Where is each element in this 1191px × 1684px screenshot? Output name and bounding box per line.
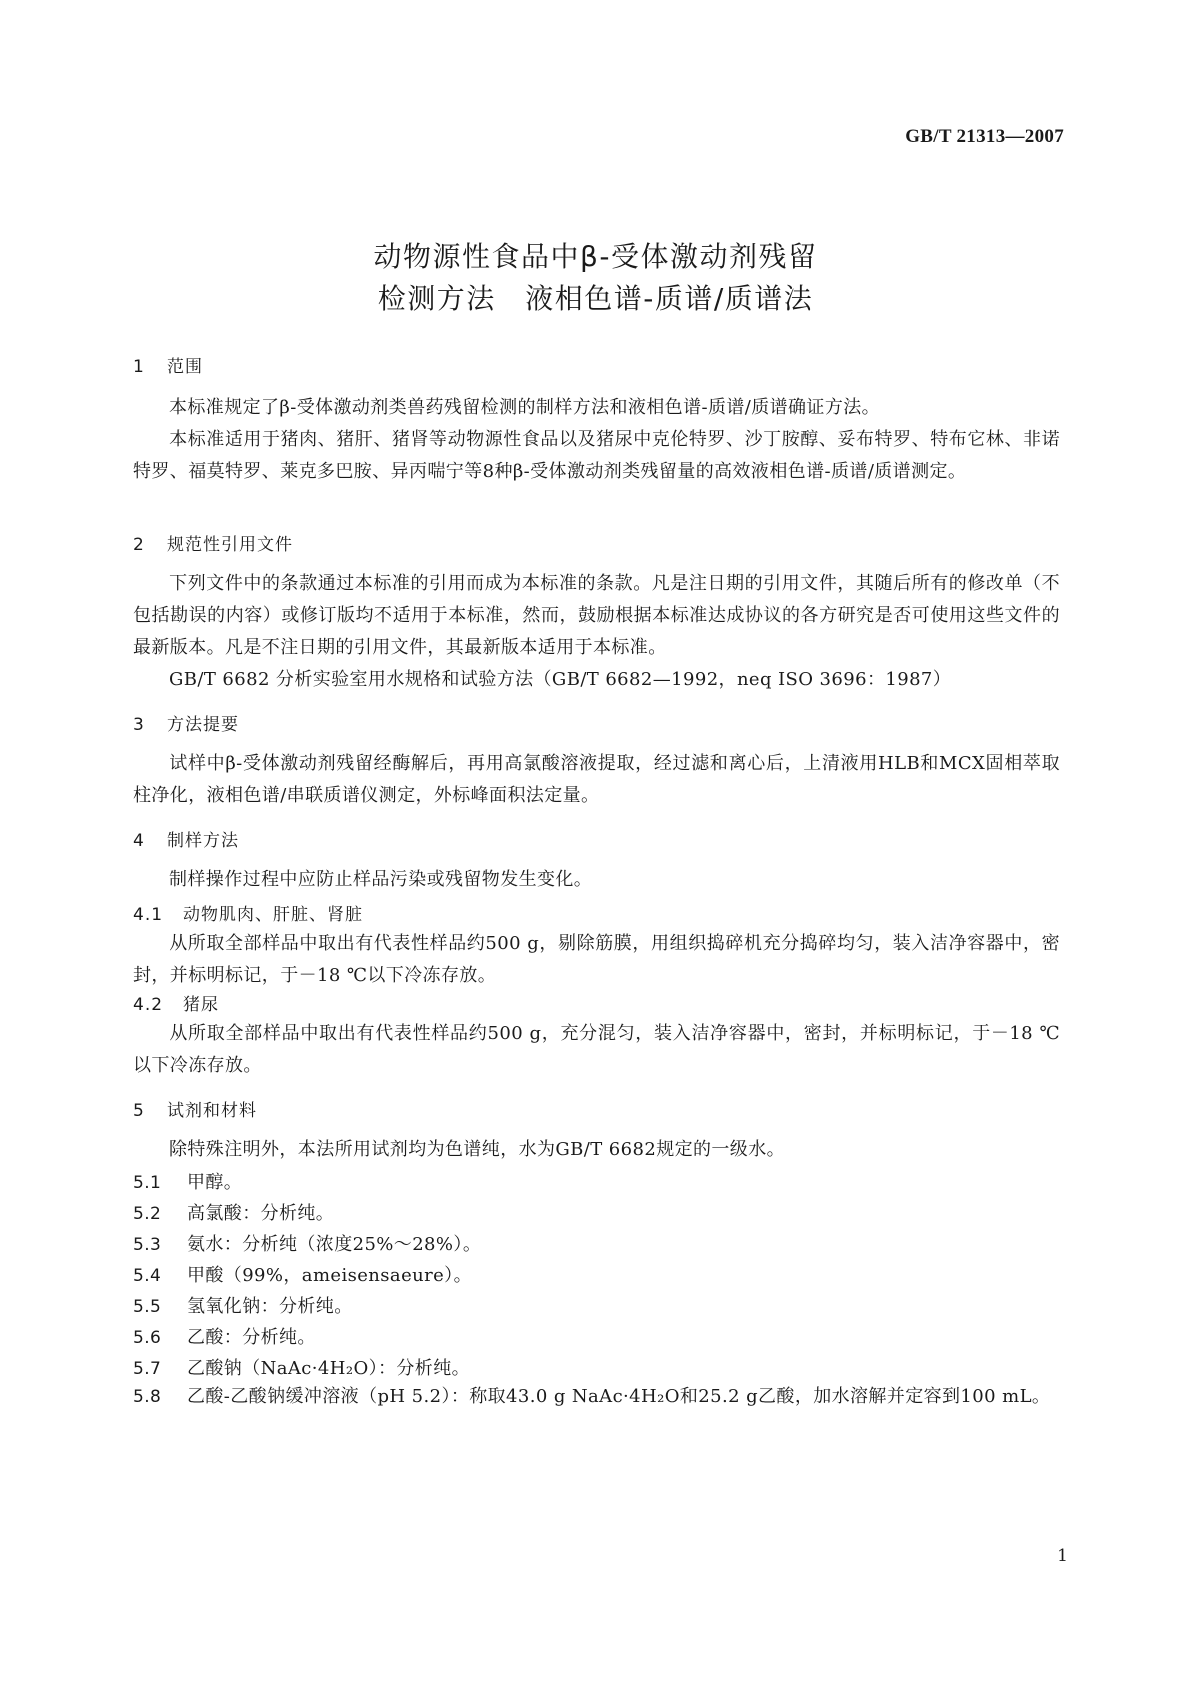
section-1-paragraph-2 xyxy=(133,424,1060,488)
paragraph-text: GB/T 6682 分析实验室用水规格和试验方法（GB/T 6682—1992，neq ISO 3696：1987） xyxy=(169,669,952,690)
section-1-paragraph-1 xyxy=(133,392,1060,424)
reagent-item xyxy=(133,1199,334,1225)
section-3-heading xyxy=(133,710,239,735)
section-number: 4.2 xyxy=(133,995,164,1015)
paragraph-text: 除特殊注明外，本法所用试剂均为色谱纯，水为GB/T 6682规定的一级水。 xyxy=(169,1139,786,1160)
section-number: 5 xyxy=(133,1101,145,1121)
section-title: 试剂和材料 xyxy=(167,1101,257,1121)
section-number: 2 xyxy=(133,535,145,555)
section-title: 方法提要 xyxy=(167,715,239,735)
paragraph-text: 下列文件中的条款通过本标准的引用而成为本标准的条款。凡是注日期的引用文件，其随后所有的修改单（不包括勘误的内容）或修订版均不适用于本标准，然而，鼓励根据本标准达成协议的各方研究是否可使用这些文件的最新版本。凡是不注日期的引用文件，其最新版本适用于本标准。 xyxy=(133,573,1060,658)
item-number: 5.5 xyxy=(133,1297,162,1317)
reagent-item xyxy=(133,1230,481,1256)
item-text: 乙酸：分析纯。 xyxy=(187,1327,316,1348)
item-number: 5.1 xyxy=(133,1173,162,1193)
item-text: 乙酸钠（NaAc·4H₂O）：分析纯。 xyxy=(187,1358,471,1379)
section-4-2-paragraph xyxy=(133,1018,1060,1082)
paragraph-text: 从所取全部样品中取出有代表性样品约500 g，充分混匀，装入洁净容器中，密封，并标明标记，于－18 ℃以下冷冻存放。 xyxy=(133,1023,1060,1076)
section-number: 4.1 xyxy=(133,905,164,925)
section-4-1-paragraph xyxy=(133,928,1060,992)
standard-code: GB/T 21313—2007 xyxy=(905,126,1064,147)
section-title: 范围 xyxy=(167,357,203,377)
section-5-paragraph-1 xyxy=(133,1134,1060,1166)
section-number: 4 xyxy=(133,831,145,851)
item-text: 氢氧化钠：分析纯。 xyxy=(187,1296,353,1317)
section-title: 制样方法 xyxy=(167,831,239,851)
item-text: 乙酸-乙酸钠缓冲溶液（pH 5.2）：称取43.0 g NaAc·4H₂O和25.2 g乙酸，加水溶解并定容到100 mL。 xyxy=(187,1386,1051,1407)
paragraph-text: 试样中β-受体激动剂残留经酶解后，再用高氯酸溶液提取，经过滤和离心后，上清液用HLB和MCX固相萃取柱净化，液相色谱/串联质谱仪测定，外标峰面积法定量。 xyxy=(133,753,1060,806)
section-1-heading xyxy=(133,352,203,377)
item-number: 5.6 xyxy=(133,1328,162,1348)
item-text: 氨水：分析纯（浓度25%～28%）。 xyxy=(187,1234,482,1255)
section-2-heading xyxy=(133,530,293,555)
reagent-item-wrapped xyxy=(133,1381,1060,1413)
reagent-item xyxy=(133,1168,242,1194)
section-title: 猪尿 xyxy=(183,995,219,1015)
section-3-paragraph-1 xyxy=(133,748,1060,812)
paragraph-text: 从所取全部样品中取出有代表性样品约500 g，剔除筋膜，用组织捣碎机充分捣碎均匀，装入洁净容器中，密封，并标明标记，于－18 ℃以下冷冻存放。 xyxy=(133,933,1060,986)
document-title-line2: 检测方法 液相色谱-质谱/质谱法 xyxy=(377,282,814,315)
reagent-item xyxy=(133,1292,353,1318)
page-number: 1 xyxy=(1057,1546,1068,1566)
section-title: 规范性引用文件 xyxy=(167,535,293,555)
item-number: 5.3 xyxy=(133,1235,162,1255)
section-2-reference xyxy=(133,664,1060,696)
item-number: 5.8 xyxy=(133,1387,162,1407)
section-4-1-heading xyxy=(133,900,363,925)
item-number: 5.4 xyxy=(133,1266,162,1286)
item-number: 5.7 xyxy=(133,1359,162,1379)
item-text: 甲酸（99%，ameisensaeure）。 xyxy=(187,1265,472,1286)
paragraph-text: 本标准适用于猪肉、猪肝、猪肾等动物源性食品以及猪尿中克伦特罗、沙丁胺醇、妥布特罗、特布它林、非诺特罗、福莫特罗、莱克多巴胺、异丙喘宁等8种β-受体激动剂类残留量的高效液相色谱-质谱/质谱测定。 xyxy=(133,429,1060,482)
section-number: 3 xyxy=(133,715,145,735)
item-number: 5.2 xyxy=(133,1204,162,1224)
section-5-heading xyxy=(133,1096,257,1121)
document-title-line1: 动物源性食品中β-受体激动剂残留 xyxy=(373,240,818,273)
section-title: 动物肌肉、肝脏、肾脏 xyxy=(183,905,363,925)
reagent-item xyxy=(133,1354,470,1380)
section-2-paragraph-1 xyxy=(133,568,1060,664)
section-4-2-heading xyxy=(133,990,219,1015)
item-text: 甲醇。 xyxy=(187,1172,243,1193)
reagent-item xyxy=(133,1261,472,1287)
paragraph-text: 制样操作过程中应防止样品污染或残留物发生变化。 xyxy=(169,869,593,890)
section-4-paragraph-1 xyxy=(133,864,1060,896)
paragraph-text: 本标准规定了β-受体激动剂类兽药残留检测的制样方法和液相色谱-质谱/质谱确证方法。 xyxy=(169,397,881,418)
reagent-item xyxy=(133,1323,316,1349)
item-text: 高氯酸：分析纯。 xyxy=(187,1203,335,1224)
section-number: 1 xyxy=(133,357,145,377)
section-4-heading xyxy=(133,826,239,851)
